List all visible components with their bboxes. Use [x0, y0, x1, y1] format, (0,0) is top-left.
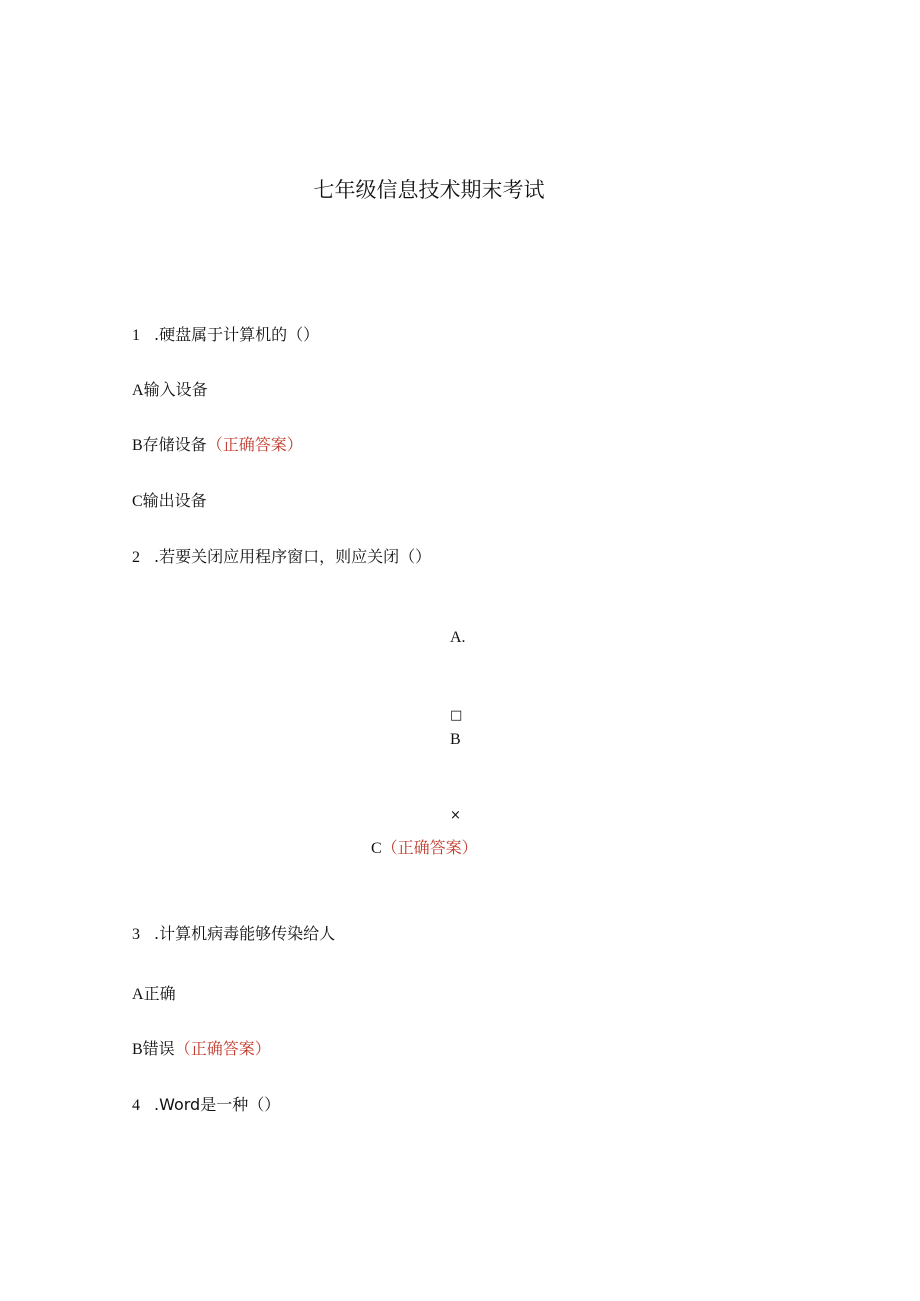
option-letter: A [132, 382, 144, 399]
question-text: .计算机病毒能够传染给人 [154, 924, 336, 943]
option-letter: C [132, 493, 143, 510]
question-2 [132, 549, 431, 566]
option-letter: C [371, 840, 382, 857]
question-number: 4 [132, 1097, 140, 1114]
option-text: 输出设备 [142, 491, 207, 510]
option-text: 错误 [142, 1039, 175, 1058]
option-1a [132, 382, 208, 399]
option-letter: A [132, 986, 144, 1003]
option-text: 输入设备 [143, 380, 208, 399]
question-3 [132, 926, 335, 943]
maximize-icon: □ [450, 708, 463, 723]
question-1 [132, 327, 319, 344]
correct-answer-mark: （正确答案） [174, 1039, 271, 1058]
question-text: .Word是一种（） [154, 1095, 281, 1114]
option-2b-letter: B [450, 731, 461, 748]
option-text: 存储设备 [142, 435, 207, 454]
question-4 [132, 1097, 280, 1114]
option-1b [132, 437, 303, 454]
page-title: 七年级信息技术期末考试 [313, 178, 545, 202]
option-3b [132, 1041, 271, 1058]
option-2c [371, 840, 478, 857]
option-1c [132, 493, 207, 510]
question-number: 2 [132, 549, 140, 566]
question-text: .若要关闭应用程序窗口，则应关闭（） [154, 547, 432, 566]
option-letter: B [132, 437, 143, 454]
question-text: .硬盘属于计算机的（） [154, 325, 320, 344]
close-icon: × [450, 808, 461, 823]
correct-answer-mark: （正确答案） [206, 435, 303, 454]
option-3a [132, 986, 176, 1003]
option-2a-letter: A. [450, 629, 466, 646]
option-text: 正确 [143, 984, 176, 1003]
question-number: 3 [132, 926, 140, 943]
question-number: 1 [132, 327, 140, 344]
correct-answer-mark: （正确答案） [381, 838, 478, 857]
option-letter: B [132, 1041, 143, 1058]
